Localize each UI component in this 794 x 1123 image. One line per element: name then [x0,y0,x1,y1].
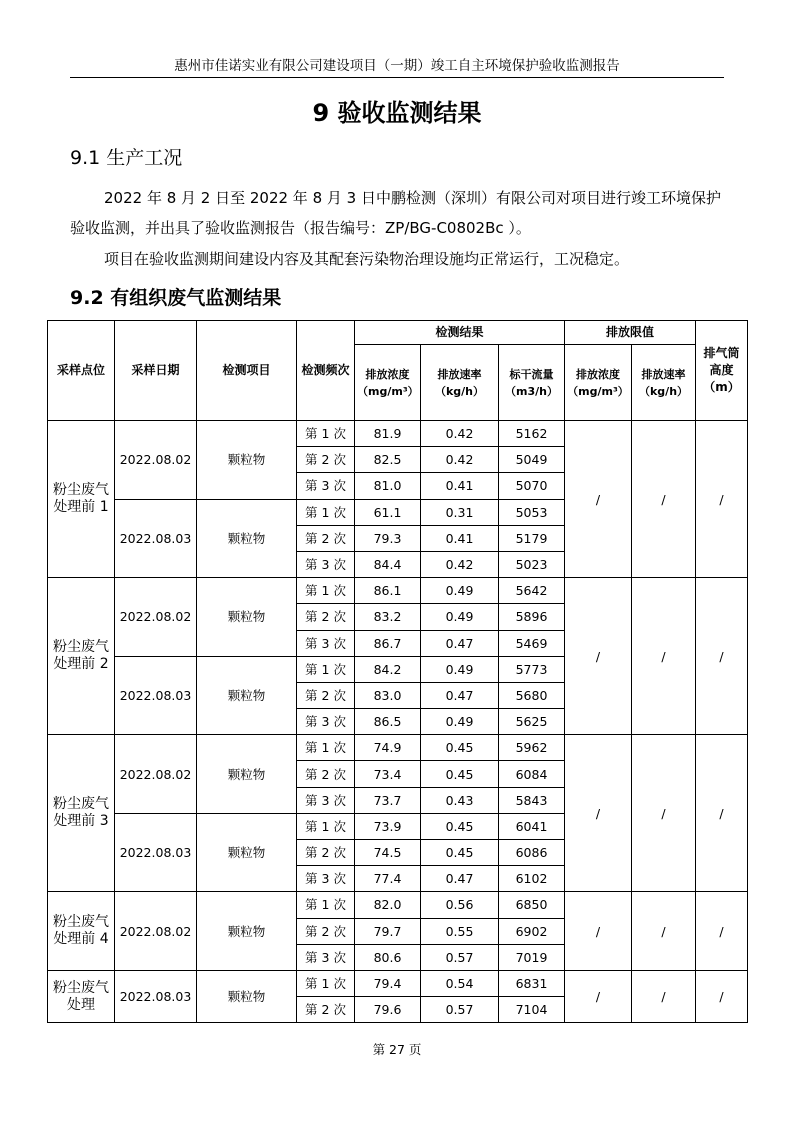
emission-rate-cell: 0.45 [421,840,499,866]
concentration-cell: 84.4 [355,551,421,577]
emission-rate-cell: 0.57 [421,944,499,970]
limit-concentration-cell: / [565,892,632,971]
limit-rate-cell: / [632,892,696,971]
flow-rate-cell: 5162 [499,421,565,447]
frequency-cell: 第 2 次 [297,447,355,473]
frequency-cell: 第 3 次 [297,787,355,813]
concentration-cell: 61.1 [355,499,421,525]
frequency-cell: 第 2 次 [297,918,355,944]
header-emission-limits: 排放限值 [565,321,696,345]
flow-rate-cell: 5053 [499,499,565,525]
section-title-9-2: 9.2 有组织废气监测结果 [70,287,282,309]
test-item-cell: 颗粒物 [197,892,297,971]
flow-rate-cell: 5843 [499,787,565,813]
sampling-point-cell: 粉尘废气处理前 3 [48,735,115,892]
concentration-cell: 79.7 [355,918,421,944]
flow-rate-cell: 5680 [499,682,565,708]
concentration-cell: 79.3 [355,525,421,551]
test-item-cell: 颗粒物 [197,970,297,1022]
frequency-cell: 第 1 次 [297,499,355,525]
stack-height-cell: / [696,892,748,971]
frequency-cell: 第 2 次 [297,840,355,866]
emission-rate-cell: 0.45 [421,761,499,787]
flow-rate-cell: 5023 [499,551,565,577]
table-row [48,735,748,761]
frequency-cell: 第 2 次 [297,525,355,551]
concentration-cell: 86.7 [355,630,421,656]
emission-rate-cell: 0.42 [421,421,499,447]
flow-rate-cell: 6831 [499,970,565,996]
flow-rate-cell: 5469 [499,630,565,656]
emission-rate-cell: 0.41 [421,473,499,499]
test-item-cell: 颗粒物 [197,421,297,500]
limit-concentration-cell: / [565,421,632,578]
emission-rate-cell: 0.49 [421,656,499,682]
emission-rate-cell: 0.56 [421,892,499,918]
frequency-cell: 第 1 次 [297,656,355,682]
concentration-cell: 73.7 [355,787,421,813]
limit-rate-cell: / [632,421,696,578]
table-row [48,970,748,996]
flow-rate-cell: 6902 [499,918,565,944]
concentration-cell: 81.0 [355,473,421,499]
sampling-date-cell: 2022.08.02 [115,421,197,500]
limit-concentration-cell: / [565,970,632,1022]
header-stack-height: 排气筒高度（m） [696,321,748,421]
header-limit-rate: 排放速率（kg/h） [632,345,696,421]
frequency-cell: 第 3 次 [297,944,355,970]
concentration-cell: 86.1 [355,578,421,604]
stack-height-cell: / [696,421,748,578]
emission-rate-cell: 0.49 [421,709,499,735]
flow-rate-cell: 5179 [499,525,565,551]
limit-concentration-cell: / [565,578,632,735]
flow-rate-cell: 5625 [499,709,565,735]
concentration-cell: 82.5 [355,447,421,473]
limit-rate-cell: / [632,578,696,735]
table-row [48,421,748,447]
limit-rate-cell: / [632,970,696,1022]
frequency-cell: 第 3 次 [297,551,355,577]
flow-rate-cell: 6084 [499,761,565,787]
emission-rate-cell: 0.47 [421,630,499,656]
sampling-point-cell: 粉尘废气处理前 4 [48,892,115,971]
header-rule [70,77,724,78]
header-test-results: 检测结果 [355,321,565,345]
page-header: 惠州市佳诺实业有限公司建设项目（一期）竣工自主环境保护验收监测报告 [174,58,620,74]
flow-rate-cell: 5773 [499,656,565,682]
header-test-item: 检测项目 [197,321,297,421]
limit-rate-cell: / [632,735,696,892]
flow-rate-cell: 5642 [499,578,565,604]
stack-height-cell: / [696,735,748,892]
emission-rate-cell: 0.45 [421,813,499,839]
page-number: 第 27 页 [372,1042,422,1057]
emission-rate-cell: 0.47 [421,682,499,708]
frequency-cell: 第 2 次 [297,761,355,787]
paragraph-monitoring-dates: 2022 年 8 月 2 日至 2022 年 8 月 3 日中鹏检测（深圳）有限公司对项目进行竣工环境保护验收监测，并出具了验收监测报告（报告编号：ZP/BG-C0802Bc ）。 [70,189,721,237]
frequency-cell: 第 1 次 [297,892,355,918]
emission-rate-cell: 0.57 [421,997,499,1023]
concentration-cell: 73.4 [355,761,421,787]
concentration-cell: 83.0 [355,682,421,708]
concentration-cell: 73.9 [355,813,421,839]
emission-rate-cell: 0.31 [421,499,499,525]
emission-rate-cell: 0.42 [421,447,499,473]
paragraph-operating-conditions: 项目在验收监测期间建设内容及其配套污染物治理设施均正常运行，工况稳定。 [104,250,630,268]
frequency-cell: 第 2 次 [297,682,355,708]
emission-rate-cell: 0.42 [421,551,499,577]
flow-rate-cell: 5962 [499,735,565,761]
header-flow-rate: 标干流量（m3/h） [499,345,565,421]
emission-rate-cell: 0.55 [421,918,499,944]
emission-rate-cell: 0.43 [421,787,499,813]
sampling-date-cell: 2022.08.03 [115,499,197,578]
frequency-cell: 第 1 次 [297,970,355,996]
limit-concentration-cell: / [565,735,632,892]
frequency-cell: 第 3 次 [297,709,355,735]
table-row [48,892,748,918]
concentration-cell: 74.5 [355,840,421,866]
concentration-cell: 84.2 [355,656,421,682]
header-frequency: 检测频次 [297,321,355,421]
flow-rate-cell: 6086 [499,840,565,866]
emission-rate-cell: 0.49 [421,578,499,604]
sampling-date-cell: 2022.08.03 [115,970,197,1022]
emission-rate-cell: 0.49 [421,604,499,630]
table-body [48,421,748,1023]
frequency-cell: 第 2 次 [297,997,355,1023]
header-emission-rate: 排放速率（kg/h） [421,345,499,421]
sampling-date-cell: 2022.08.03 [115,656,197,735]
frequency-cell: 第 1 次 [297,813,355,839]
concentration-cell: 79.6 [355,997,421,1023]
test-item-cell: 颗粒物 [197,656,297,735]
frequency-cell: 第 3 次 [297,630,355,656]
frequency-cell: 第 3 次 [297,473,355,499]
table-row [48,578,748,604]
concentration-cell: 86.5 [355,709,421,735]
sampling-point-cell: 粉尘废气处理前 2 [48,578,115,735]
frequency-cell: 第 1 次 [297,578,355,604]
sampling-date-cell: 2022.08.02 [115,892,197,971]
frequency-cell: 第 1 次 [297,735,355,761]
emission-rate-cell: 0.54 [421,970,499,996]
concentration-cell: 74.9 [355,735,421,761]
flow-rate-cell: 7104 [499,997,565,1023]
exhaust-gas-monitoring-table [47,320,748,1023]
flow-rate-cell: 6850 [499,892,565,918]
test-item-cell: 颗粒物 [197,735,297,814]
stack-height-cell: / [696,970,748,1022]
flow-rate-cell: 6041 [499,813,565,839]
concentration-cell: 81.9 [355,421,421,447]
frequency-cell: 第 1 次 [297,421,355,447]
flow-rate-cell: 5070 [499,473,565,499]
test-item-cell: 颗粒物 [197,578,297,657]
chapter-title: 9 验收监测结果 [312,99,482,127]
concentration-cell: 83.2 [355,604,421,630]
sampling-date-cell: 2022.08.03 [115,813,197,892]
concentration-cell: 80.6 [355,944,421,970]
flow-rate-cell: 6102 [499,866,565,892]
flow-rate-cell: 5049 [499,447,565,473]
sampling-date-cell: 2022.08.02 [115,735,197,814]
header-limit-concentration: 排放浓度（mg/m³） [565,345,632,421]
concentration-cell: 77.4 [355,866,421,892]
stack-height-cell: / [696,578,748,735]
emission-rate-cell: 0.45 [421,735,499,761]
test-item-cell: 颗粒物 [197,813,297,892]
concentration-cell: 79.4 [355,970,421,996]
frequency-cell: 第 3 次 [297,866,355,892]
sampling-point-cell: 粉尘废气处理前 1 [48,421,115,578]
sampling-point-cell: 粉尘废气处理 [48,970,115,1022]
emission-rate-cell: 0.47 [421,866,499,892]
sampling-date-cell: 2022.08.02 [115,578,197,657]
concentration-cell: 82.0 [355,892,421,918]
frequency-cell: 第 2 次 [297,604,355,630]
section-title-9-1: 9.1 生产工况 [70,147,183,169]
test-item-cell: 颗粒物 [197,499,297,578]
header-sampling-date: 采样日期 [115,321,197,421]
header-concentration: 排放浓度（mg/m³） [355,345,421,421]
flow-rate-cell: 7019 [499,944,565,970]
emission-rate-cell: 0.41 [421,525,499,551]
flow-rate-cell: 5896 [499,604,565,630]
header-sampling-point: 采样点位 [48,321,115,421]
